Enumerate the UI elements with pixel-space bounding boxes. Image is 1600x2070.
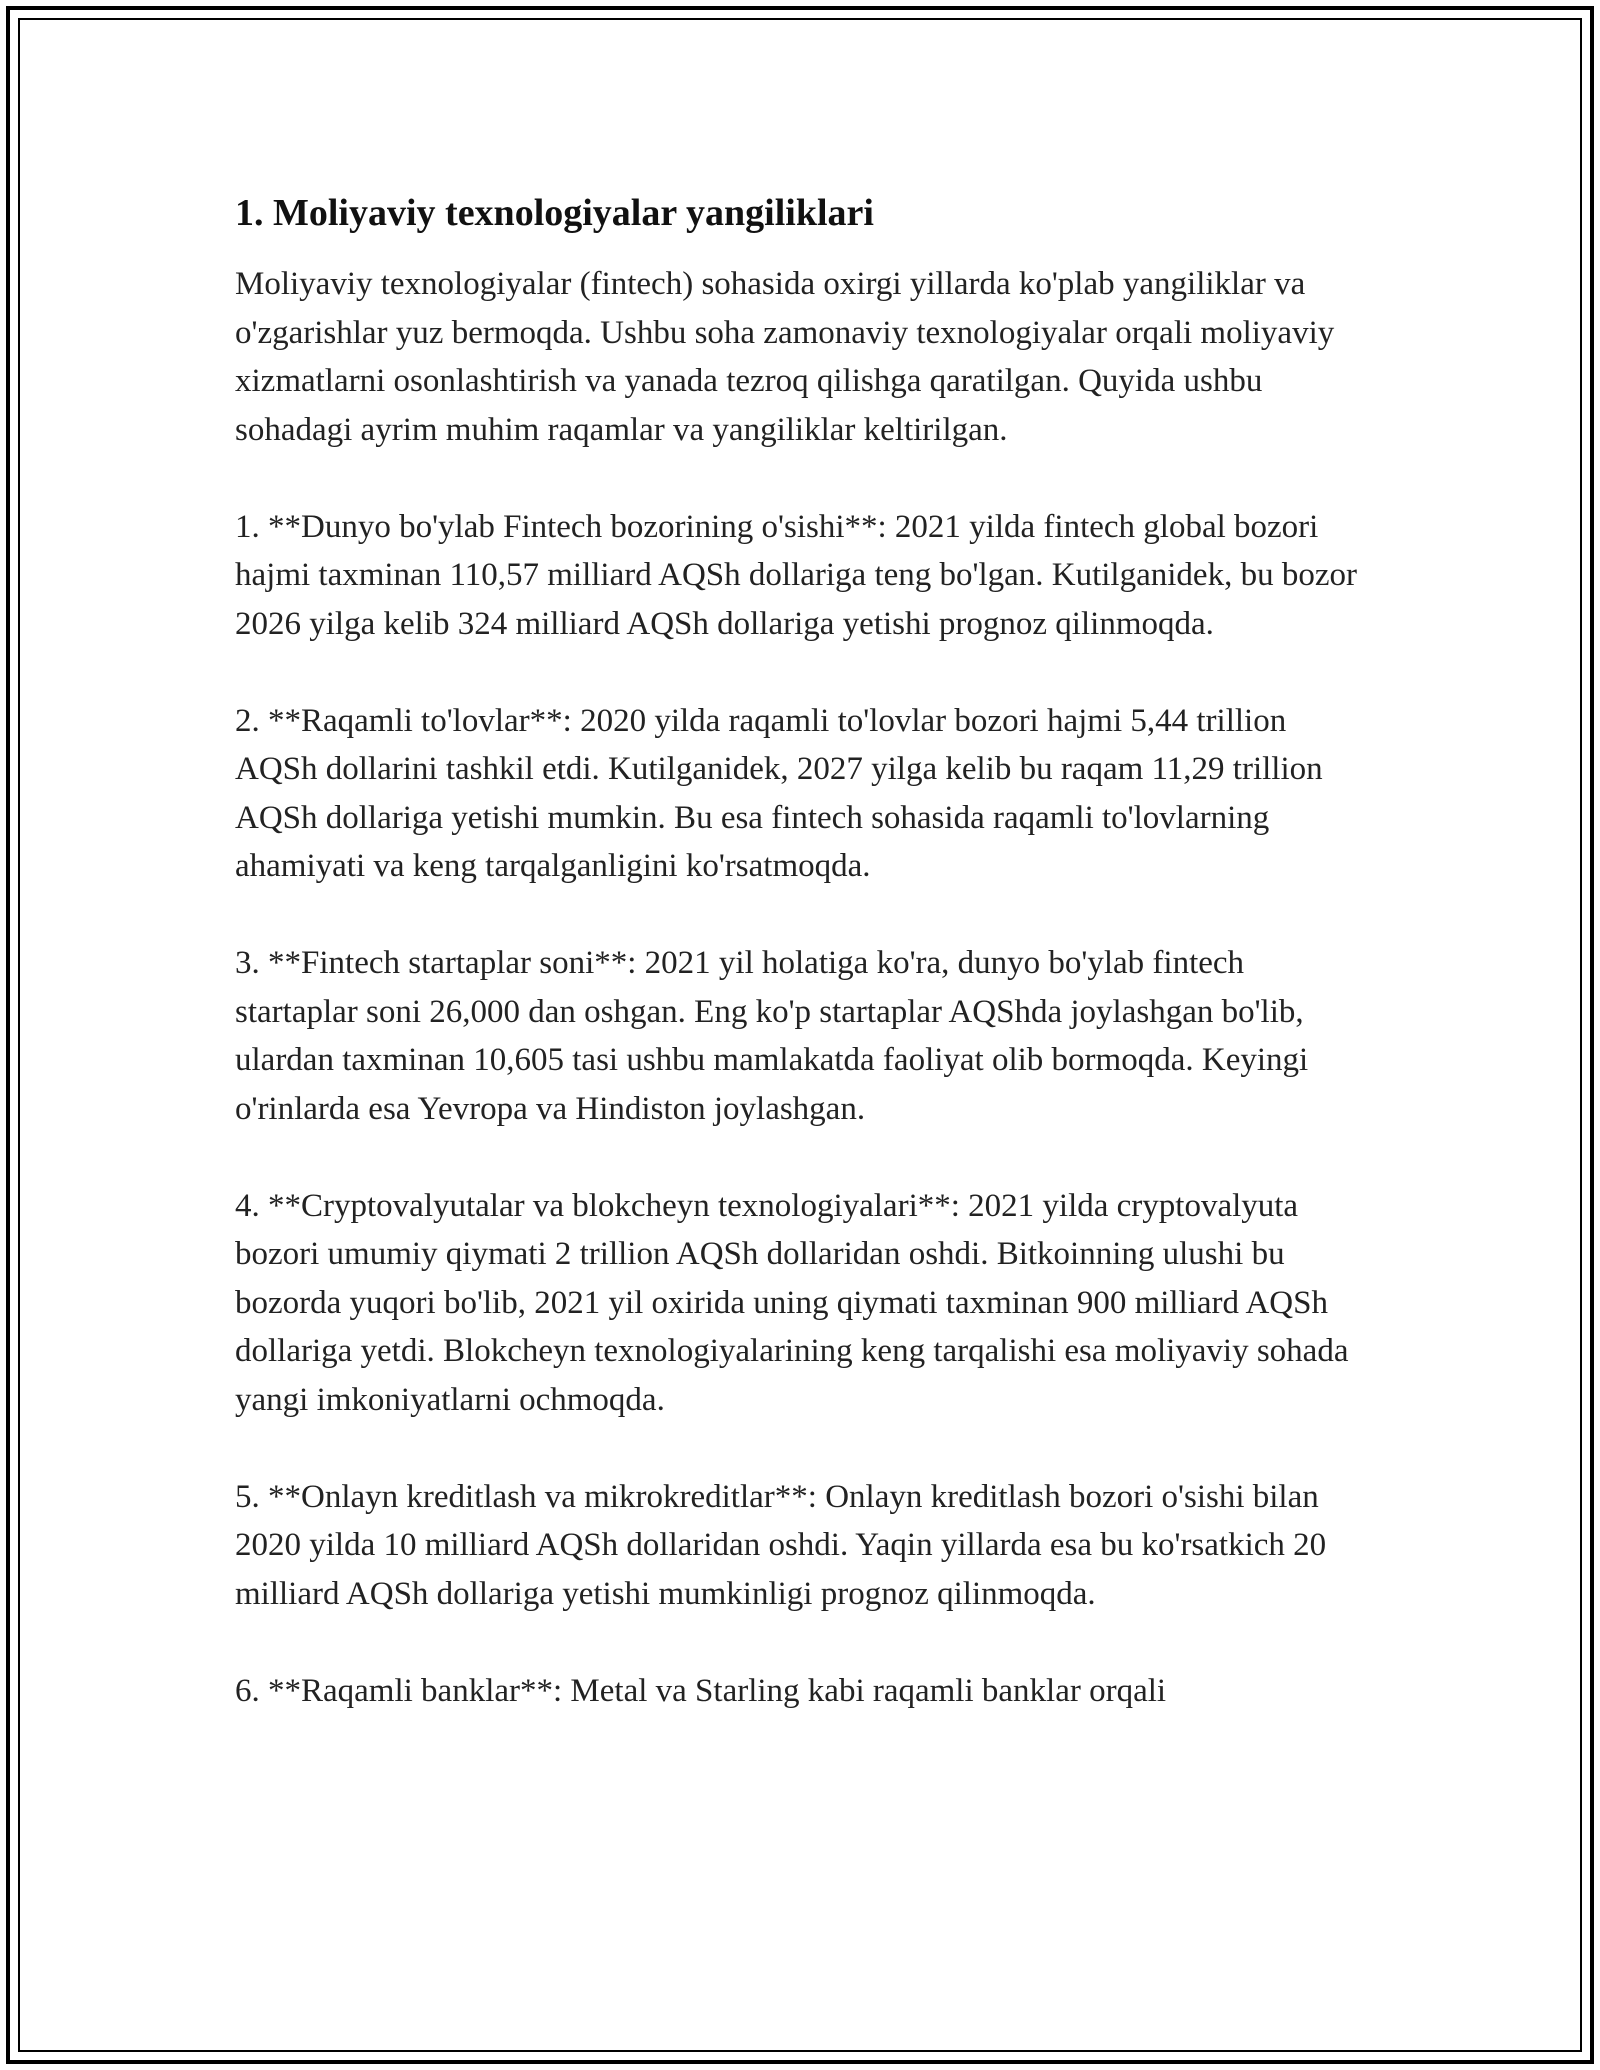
intro-paragraph: Moliyaviy texnologiyalar (fintech) sohasida oxirgi yillarda ko'plab yangiliklar va o'zgarishlar yuz bermoqda. Ushbu soha zamonaviy texnologiyalar orqali moliyaviy xizmatlarni osonlashtirish va yanada tezroq qilishga qaratilgan. Quyida ushbu sohadagi ayrim muhim raqamlar va yangiliklar keltirilgan. xyxy=(235,266,1335,448)
list-item-fintech-market-growth: 1. **Dunyo bo'ylab Fintech bozorining o'sishi**: 2021 yilda fintech global bozori hajmi taxminan 110,57 milliard AQSh dollariga teng bo'lgan. Kutilganidek, bu bozor 2026 yilga kelib 324 milliard AQSh dollariga yetishi prognoz qilinmoqda. xyxy=(235,508,1357,642)
list-item-digital-banks: 6. **Raqamli banklar**: Metal va Starling kabi raqamli banklar orqali xyxy=(235,1672,1167,1709)
list-item-crypto-blockchain: 4. **Cryptovalyutalar va blokcheyn texnologiyalari**: 2021 yilda cryptovalyuta bozori umumiy qiymati 2 trillion AQSh dollaridan oshdi. Bitkoinning ulushi bu bozorda yuqori bo'lib, 2021 yil oxirida uning qiymati taxminan 900 milliard AQSh dollariga yetdi. Blokcheyn texnologiyalarining keng tarqalishi esa moliyaviy sohada yangi imkoniyatlarni ochmoqda. xyxy=(235,1187,1349,1418)
list-item-online-lending: 5. **Onlayn kreditlash va mikrokreditlar**: Onlayn kreditlash bozori o'sishi bilan 2020 yilda 10 milliard AQSh dollaridan oshdi. Yaqin yillarda esa bu ko'rsatkich 20 milliard AQSh dollariga yetishi mumkinligi prognoz qilinmoqda. xyxy=(235,1478,1327,1612)
list-item-digital-payments: 2. **Raqamli to'lovlar**: 2020 yilda raqamli to'lovlar bozori hajmi 5,44 trillion AQSh dollarini tashkil etdi. Kutilganidek, 2027 yilga kelib bu raqam 11,29 trillion AQSh dollariga yetishi mumkin. Bu esa fintech sohasida raqamli to'lovlarning ahamiyati va keng tarqalganligini ko'rsatmoqda. xyxy=(235,702,1323,884)
document-heading: 1. Moliyaviy texnologiyalar yangiliklari xyxy=(235,192,874,234)
document-body xyxy=(235,188,1375,1764)
list-item-fintech-startups: 3. **Fintech startaplar soni**: 2021 yil holatiga ko'ra, dunyo bo'ylab fintech startaplar soni 26,000 dan oshgan. Eng ko'p startaplar AQShda joylashgan bo'lib, ulardan taxminan 10,605 tasi ushbu mamlakatda faoliyat olib bormoqda. Keyingi o'rinlarda esa Yevropa va Hindiston joylashgan. xyxy=(235,945,1309,1127)
